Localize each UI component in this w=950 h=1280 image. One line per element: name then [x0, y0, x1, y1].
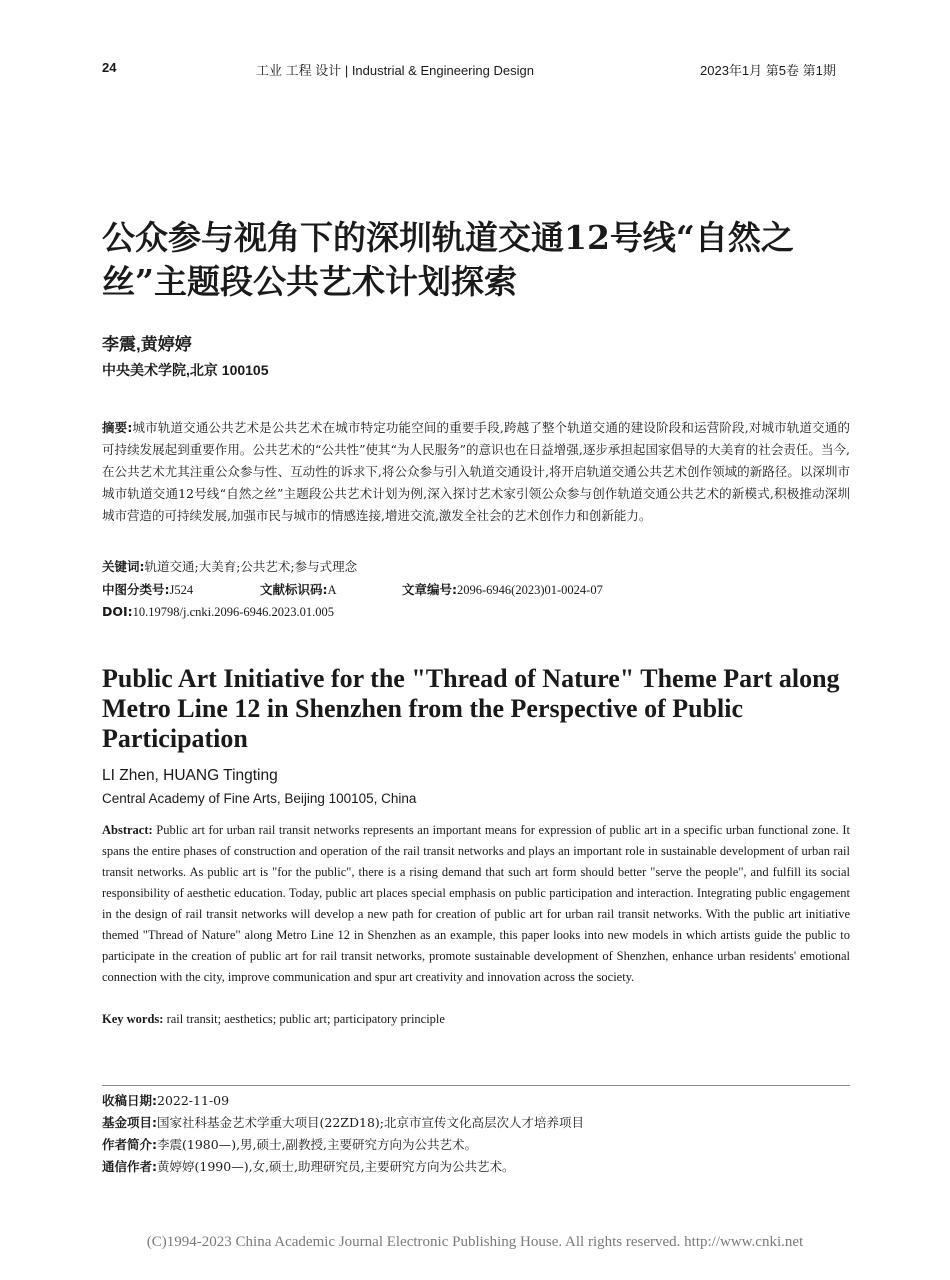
- english-title: Public Art Initiative for the "Thread of Nature" Theme Part along Metro Line 12 in Shenzhen from the Perspective of Public Participation: [102, 664, 840, 753]
- chinese-abstract-label: 摘要:: [102, 420, 133, 435]
- chinese-authors: 李震,黄婷婷: [102, 335, 192, 354]
- page-number: 24: [102, 60, 117, 75]
- english-keywords: [102, 1012, 445, 1027]
- footnote-fund: 基金项目:国家社科基金艺术学重大项目(22ZD18);北京市宣传文化高层次人才培养项目: [102, 1115, 584, 1130]
- footnote-author-bio: 作者简介:李震(1980—),男,硕士,副教授,主要研究方向为公共艺术。: [102, 1137, 477, 1152]
- english-keywords-text: rail transit; aesthetics; public art; participatory principle: [166, 1012, 445, 1026]
- chinese-keywords-text: 轨道交通;大美育;公共艺术;参与式理念: [144, 559, 358, 574]
- english-abstract-label: Abstract:: [102, 823, 153, 837]
- doi: [102, 604, 334, 620]
- doi-link[interactable]: 10.19798/j.cnki.2096-6946.2023.01.005: [132, 605, 335, 619]
- journal-name: 工业 工程 设计 | Industrial & Engineering Design: [256, 63, 534, 78]
- english-affiliation: Central Academy of Fine Arts, Beijing 100105, China: [102, 791, 417, 806]
- chinese-title: 公众参与视角下的深圳轨道交通12号线“自然之丝”主题段公共艺术计划探索: [102, 218, 794, 301]
- chinese-keywords-label: 关键词:: [102, 559, 145, 574]
- classification-row: [102, 580, 850, 602]
- english-keywords-label: Key words:: [102, 1012, 164, 1026]
- footnote-divider: [102, 1085, 850, 1086]
- chinese-affiliation: 中央美术学院,北京 100105: [102, 362, 269, 378]
- article-number: 文章编号:2096-6946(2023)01-0024-07: [402, 582, 603, 597]
- chinese-abstract-text: 城市轨道交通公共艺术是公共艺术在城市特定功能空间的重要手段,跨越了整个轨道交通的建设阶段和运营阶段,对城市轨道交通的可持续发展起到重要作用。公共艺术的“公共性”使其“为人民服务”的意识也在日益增强,逐步承担起国家倡导的大美育的社会责任。当今,在公共艺术尤其注重公众参与性、互动性的诉求下,将公众参与引入轨道交通设计,将开启轨道交通公共艺术创作领域的新路径。以深圳市城市轨道交通12号线“自然之丝”主题段公共艺术计划为例,深入探讨艺术家引领公众参与创作轨道交通公共艺术的新模式,积极推动深圳城市营造的可持续发展,加强市民与城市的情感连接,增进交流,激发全社会的艺术创作力和创新能力。: [102, 420, 851, 523]
- clc-number: 中图分类号:J524: [102, 582, 194, 597]
- english-abstract-text: Public art for urban rail transit networks represents an important means for expression of public art in a specific urban functional zone. It spans the entire phases of construction and operation of the rail transit networks and plays an important role in sustainable development of urban rail transit networks. As public art is "for the public", there is a rising demand that such art form should better "serve the people", and fulfill its social responsibility of aesthetic education. Today, public art places special emphasis on public participation and interaction. Integrating public engagement in the design of rail transit networks will develop a new path for creation of public art for urban rail transit networks. With the public art initiative themed "Thread of Nature" along Metro Line 12 in Shenzhen as an example, this paper looks into new models in which artists guide the public to participate in the creation of public art for rail transit networks, promote sustainable development of Shenzhen, enhance urban residents' emotional connection with the city, improve communication and spur art creativity and innovation across the society.: [102, 823, 851, 984]
- copyright-notice: (C)1994-2023 China Academic Journal Electronic Publishing House. All rights reserved. http://www.cnki.net: [146, 1234, 804, 1250]
- english-abstract: [102, 820, 850, 988]
- document-code: 文献标识码:A: [260, 582, 337, 597]
- doi-label: DOI:: [102, 604, 133, 619]
- chinese-keywords: [102, 556, 850, 578]
- issue-info: 2023年1月 第5卷 第1期: [700, 63, 836, 78]
- chinese-abstract: [102, 417, 850, 527]
- footnote-corresponding-author: 通信作者:黄婷婷(1990—),女,硕士,助理研究员,主要研究方向为公共艺术。: [102, 1159, 515, 1174]
- footnote-received: 收稿日期:2022-11-09: [102, 1093, 230, 1108]
- english-authors: LI Zhen, HUANG Tingting: [102, 767, 278, 784]
